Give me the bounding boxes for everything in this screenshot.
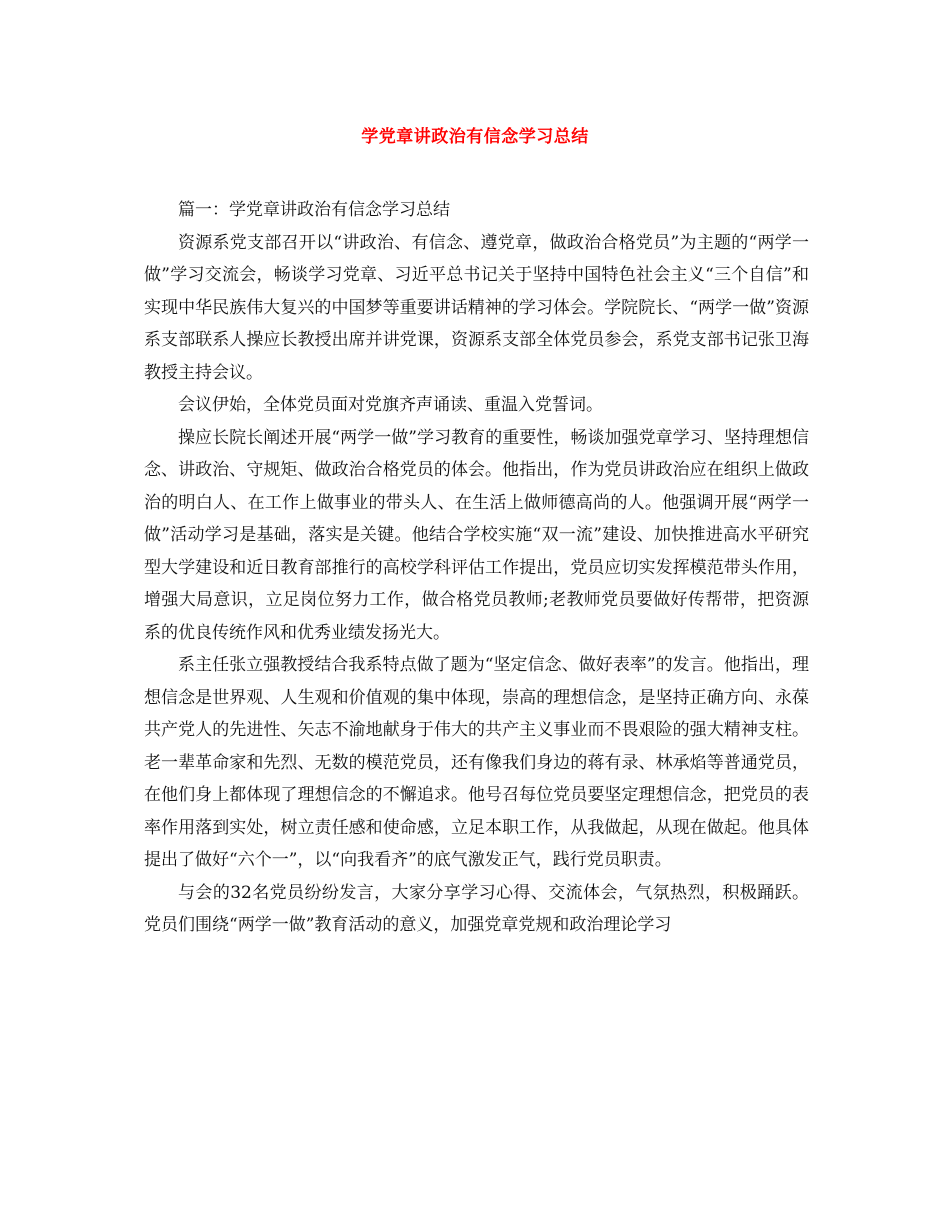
body-paragraph: 会议伊始，全体党员面对党旗齐声诵读、重温入党誓词。 bbox=[178, 395, 603, 415]
body-paragraph: 资源系党支部召开以“讲政治、有信念、遵党章，做政治合格党员”为主题的“两学一做”学习交流会，畅谈学习党章、习近平总书记关于坚持中国特色社会主义“三个自信”和实现中华民族伟大复兴的中国梦等重要讲话精神的学习体会。学院院长、“两学一做”资源系支部联系人操应长教授出席并讲党课，资源系支部全体党员参会，系党支部书记张卫海教授主持会议。 bbox=[144, 232, 809, 383]
document-title: 学党章讲政治有信念学习总结 bbox=[361, 127, 589, 147]
body-paragraph: 操应长院长阐述开展“两学一做”学习教育的重要性，畅谈加强党章学习、坚持理想信念、讲政治、守规矩、做政治合格党员的体会。他指出，作为党员讲政治应在组织上做政治的明白人、在工作上做事业的带头人、在生活上做师德高尚的人。他强调开展“两学一做”活动学习是基础，落实是关键。他结合学校实施“双一流”建设、加快推进高水平研究型大学建设和近日教育部推行的高校学科评估工作提出，党员应切实发挥模范带头作用，增强大局意识，立足岗位努力工作，做合格党员教师;老教师党员要做好传帮带，把资源系的优良传统作风和优秀业绩发扬光大。 bbox=[144, 427, 809, 643]
body-paragraph: 系主任张立强教授结合我系特点做了题为“坚定信念、做好表率”的发言。他指出，理想信念是世界观、人生观和价值观的集中体现，崇高的理想信念，是坚持正确方向、永葆共产党人的先进性、矢志不渝地献身于伟大的共产主义事业而不畏艰险的强大精神支柱。老一辈革命家和先烈、无数的模范党员，还有像我们身边的蒋有录、林承焰等普通党员，在他们身上都体现了理想信念的不懈追求。他号召每位党员要坚定理想信念，把党员的表率作用落到实处，树立责任感和使命感，立足本职工作，从我做起，从现在做起。他具体提出了做好“六个一”，以“向我看齐”的底气激发正气，践行党员职责。 bbox=[144, 655, 809, 870]
body-paragraph: 与会的32名党员纷纷发言，大家分享学习心得、交流体会，气氛热烈，积极踊跃。党员们围绕“两学一做”教育活动的意义，加强党章党规和政治理论学习 bbox=[144, 882, 809, 935]
section-heading: 篇一：学党章讲政治有信念学习总结 bbox=[178, 200, 450, 220]
document-body bbox=[144, 194, 809, 942]
